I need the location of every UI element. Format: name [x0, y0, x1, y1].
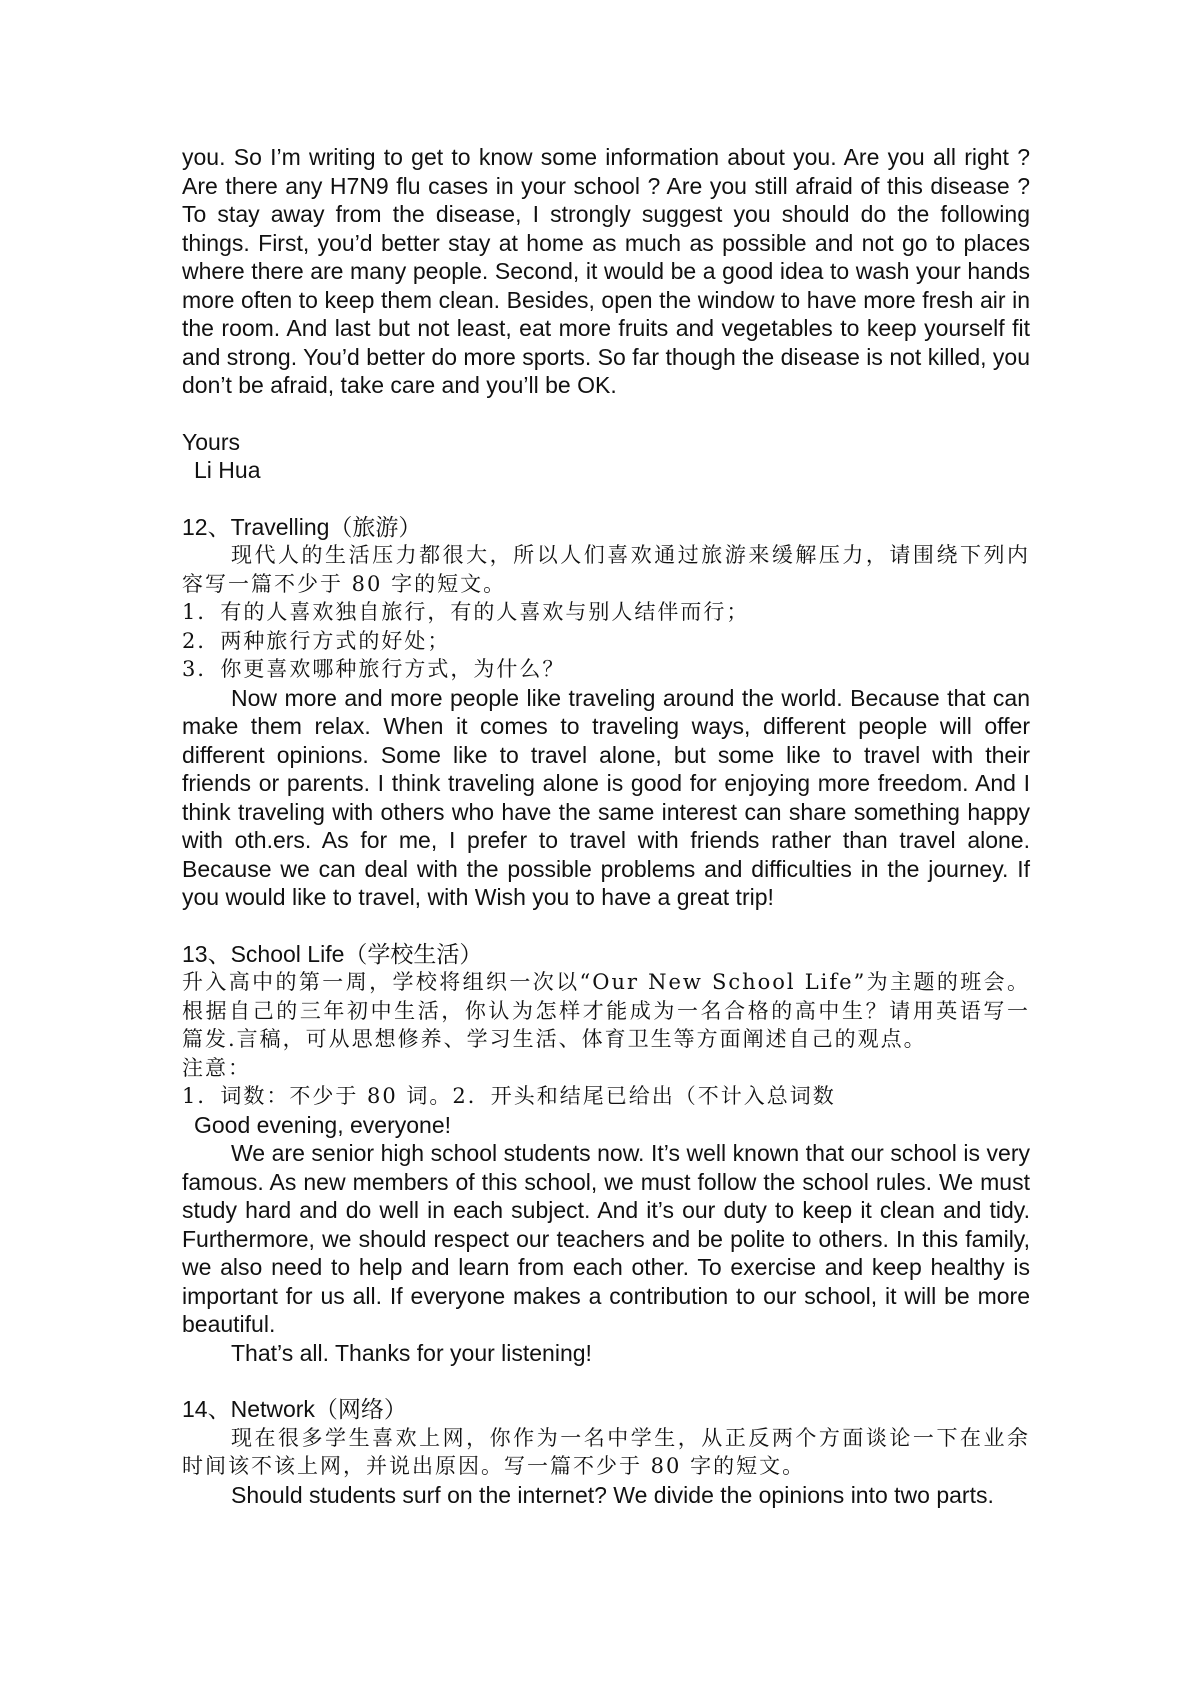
letter-signature: Li Hua — [194, 457, 261, 483]
section-13-prompt: 升入高中的第一周，学校将组织一次以“Our New School Life”为主题的班会。根据自己的三年初中生活，你认为怎样才能成为一名合格的高中生？请用英语写一篇发.言稿，可从思想修养、学习生活、体育卫生等方面阐述自己的观点。 — [182, 970, 1030, 1051]
letter-closing: Yours — [182, 428, 240, 455]
section-13-essay: We are senior high school students now. It’s well known that our school is very famous. As new members of this school, we must follow the school rules. We must study hard and do well in each subject. And it’s our duty to keep it clean and tidy. Furthermore, we should respect our teachers and be polite to others. In this family, we also need to help and learn from each other. To exercise and keep healthy is important for us all. If everyone makes a contribution to our school, it will be more beautiful. — [182, 1140, 1030, 1337]
section-12-item: 3．你更喜欢哪种旅行方式，为什么？ — [182, 657, 566, 681]
section-12-prompt: 现代人的生活压力都很大，所以人们喜欢通过旅游来缓解压力，请围绕下列内容写一篇不少于 80 字的短文。 — [182, 543, 1030, 596]
section-13-greeting: Good evening, everyone! — [194, 1111, 452, 1138]
section-13-ending: That’s all. Thanks for your listening! — [231, 1339, 592, 1366]
section-13-title: 13、School Life（学校生活） — [182, 940, 483, 967]
spacer — [182, 400, 1030, 428]
section-12-item: 2．两种旅行方式的好处； — [182, 628, 451, 653]
spacer — [182, 1367, 1030, 1395]
section-12-item: 1．有的人喜欢独自旅行，有的人喜欢与别人结伴而行； — [182, 600, 750, 624]
section-14-essay: Should students surf on the internet? We divide the opinions into two parts. — [231, 1481, 994, 1508]
spacer — [182, 485, 1030, 513]
section-14-prompt: 现在很多学生喜欢上网，你作为一名中学生，从正反两个方面谈论一下在业余时间该不该上网，并说出原因。写一篇不少于 80 字的短文。 — [182, 1425, 1030, 1478]
section-13-note: 1．词数：不少于 80 词。2．开头和结尾已给出（不计入总词数 — [182, 1084, 836, 1108]
section-12-essay: Now more and more people like traveling around the world. Because that can make them relax. When it comes to traveling ways, different people will offer different opinions. Some like to travel alone, but some like to travel with their friends or parents. I think traveling alone is good for enjoying more freedom. And I think traveling with others who have the same interest can share something happy with oth.ers. As for me, I prefer to travel with friends rather than travel alone. Because we can deal with the possible problems and difficulties in the journey. If you would like to travel, with Wish you to have a great trip! — [182, 684, 1030, 910]
spacer — [182, 912, 1030, 940]
document-page — [182, 143, 1030, 1509]
section-12-title: 12、Travelling（旅游） — [182, 513, 422, 540]
letter-body: you. So I’m writing to get to know some information about you. Are you all right ? Are there any H7N9 flu cases in your school ? Are you still afraid of this disease ? To stay away from the disease, I strongly suggest you should do the following things. First, you’d better stay at home as much as possible and not go to places where there are many people. Second, it would be a good idea to wash your hands more often to keep them clean. Besides, open the window to have more fresh air in the room. And last but not least, eat more fruits and vegetables to keep yourself fit and strong. You’d better do more sports. So far though the disease is not killed, you don’t be afraid, take care and you’ll be OK. — [182, 144, 1030, 398]
section-14-title: 14、Network（网络） — [182, 1396, 407, 1422]
section-13-note-label: 注意： — [182, 1055, 251, 1080]
